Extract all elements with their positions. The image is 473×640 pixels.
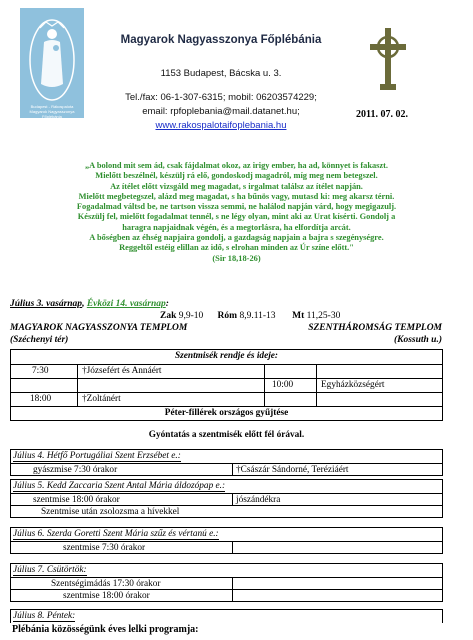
- day-header-text: Július 7. Csütörtök:: [13, 565, 87, 575]
- day-block: [10, 563, 443, 602]
- day-header-text: Július 8. Péntek:: [13, 611, 76, 621]
- table-row: [11, 364, 442, 378]
- event-text: Szentmise után zsolozsma a hívekkel: [41, 507, 180, 517]
- reading-book: Zak: [160, 311, 177, 321]
- scripture-quote: [24, 161, 449, 264]
- liturgical-sunday: Évközi 14. vasárnap: [86, 299, 166, 309]
- table-footer: Péter-fillérek országos gyűjtése: [11, 406, 442, 420]
- parish-website-link[interactable]: www.rakospalotaifoplebania.hu: [155, 120, 287, 131]
- reading-ref: 8,9.11-13: [239, 311, 276, 321]
- church-left: MAGYAROK NAGYASSZONYA TEMPLOM: [10, 323, 188, 333]
- readings: [160, 311, 340, 321]
- reading-ref: 9,9-10: [178, 311, 204, 321]
- church-right: SZENTHÁROMSÁG TEMPLOM: [308, 323, 442, 333]
- day-line: [11, 589, 442, 601]
- day-block: [10, 449, 443, 476]
- day-header: [11, 564, 442, 577]
- table-row: [11, 392, 442, 406]
- quote-line: A bőségben az éhség napjaira gondolj, a gazdagság napjain a bajra s szegénységre.: [89, 233, 384, 243]
- day-line: [11, 541, 442, 553]
- mass-time: 18:00: [30, 394, 52, 404]
- quote-line: Készülj fel, mielőtt fogadalmat tennél, s ne légy olyan, mint aki az Urat kísérti. Gondolj a: [77, 212, 396, 222]
- parish-name: Magyarok Nagyasszonya Főplébánia: [120, 34, 322, 46]
- parish-phone: Tel./fax: 06-1-307-6315; mobil: 06203574229;: [125, 92, 317, 103]
- quote-line: Az ítélet előtt vizsgáld meg magadat, s irgalmat találsz az ítélet napján.: [110, 181, 363, 191]
- day-header-text: Július 5. Kedd Zaccaria Szent Antal Mária áldozópap e.:: [13, 481, 226, 491]
- colon: :: [165, 299, 169, 309]
- quote-line: Fogadalmad váltsd be, ne tartson vissza semmi, ne halálod napján várd, hogy megigazulj.: [76, 202, 397, 212]
- day-header: [11, 610, 442, 623]
- day-header-text: Július 6. Szerda Goretti Szent Mária szűz és vértanú e.:: [13, 529, 219, 539]
- celtic-cross-icon: [366, 26, 410, 92]
- parish-email: email: rpfoplebania@mail.datanet.hu;: [142, 106, 300, 117]
- day-block: [10, 527, 443, 554]
- church-left-location: (Széchenyi tér): [10, 335, 69, 345]
- table-title: Szentmisék rendje és ideje:: [174, 351, 279, 361]
- event-intention: jószándékra: [236, 495, 281, 505]
- day-block: [10, 479, 443, 518]
- quote-line: „A bolond mit sem ád, csak fájdalmat okoz, az irigy ember, ha ad, könnyet is fakaszt.: [84, 161, 389, 170]
- day-line: [11, 505, 442, 517]
- day-line: [11, 463, 442, 475]
- day-header-text: Július 4. Hétfő Portugáliai Szent Erzsébet e.:: [13, 451, 181, 461]
- day-line: [11, 577, 442, 589]
- parish-logo: [20, 8, 84, 118]
- event-intention: †Császár Sándorné, Teréziáért: [236, 465, 349, 475]
- reading-book: Róm: [217, 311, 238, 321]
- day-header: [11, 528, 442, 541]
- table-row: [11, 378, 442, 392]
- event-text: szentmise 7:30 órakor: [63, 543, 146, 553]
- mass-time: 7:30: [32, 366, 49, 376]
- quote-reference: (Sir 18,18-26): [212, 253, 261, 263]
- quote-line: Mielőtt megbetegszel, alázd meg magadat, s ha bűnös vagy, mutasd ki: meg akarsz térni.: [78, 191, 395, 201]
- mass-time: 10:00: [272, 380, 294, 390]
- mass-intention: Egyházközségért: [321, 380, 385, 390]
- program-title: Plébánia közösségünk éves lelki programja:: [12, 624, 199, 635]
- quote-line: Reggeltől estéig elillan az idő, s elrohan minden az Úr színe előtt.": [119, 243, 354, 253]
- church-right-location: (Kossuth u.): [393, 335, 442, 345]
- confession-note: Gyóntatás a szentmisék előtt fél órával.: [148, 430, 305, 440]
- logo-caption: Budapest - Rákospalota Magyarok Nagyasszonya Főplébánia: [29, 104, 75, 119]
- day-header: [11, 480, 442, 493]
- reading-book: Mt: [292, 311, 305, 321]
- mass-intention: †Zoltánért: [82, 394, 121, 404]
- sunday-heading: [10, 299, 169, 309]
- bulletin-date: 2011. 07. 02.: [356, 109, 408, 120]
- mass-schedule-table: [10, 349, 443, 421]
- day-line: [11, 493, 442, 505]
- event-text: szentmise 18:00 órakor: [63, 591, 150, 601]
- madonna-icon: [20, 8, 84, 118]
- event-text: gyászmise 7:30 órakor: [33, 465, 118, 475]
- mass-intention: †Józsefért és Annáért: [82, 366, 162, 376]
- sunday-date: Július 3. vasárnap: [10, 299, 83, 309]
- event-text: Szentségimádás 17:30 órakor: [51, 579, 161, 589]
- day-header: [11, 450, 442, 463]
- quote-line: Mielőtt beszélnél, készülj rá elő, gondoskodj magadról, míg meg nem betegszel.: [95, 171, 378, 181]
- parish-address: 1153 Budapest, Bácska u. 3.: [160, 68, 282, 79]
- event-text: szentmise 18:00 órakor: [33, 495, 120, 505]
- quote-line: haragra napjaidnak végén, és a megtorlásra, ha elfordítja arcát.: [122, 222, 351, 232]
- day-block: [10, 609, 443, 623]
- separator: ,: [82, 299, 87, 309]
- reading-ref: 11,25-30: [306, 311, 341, 321]
